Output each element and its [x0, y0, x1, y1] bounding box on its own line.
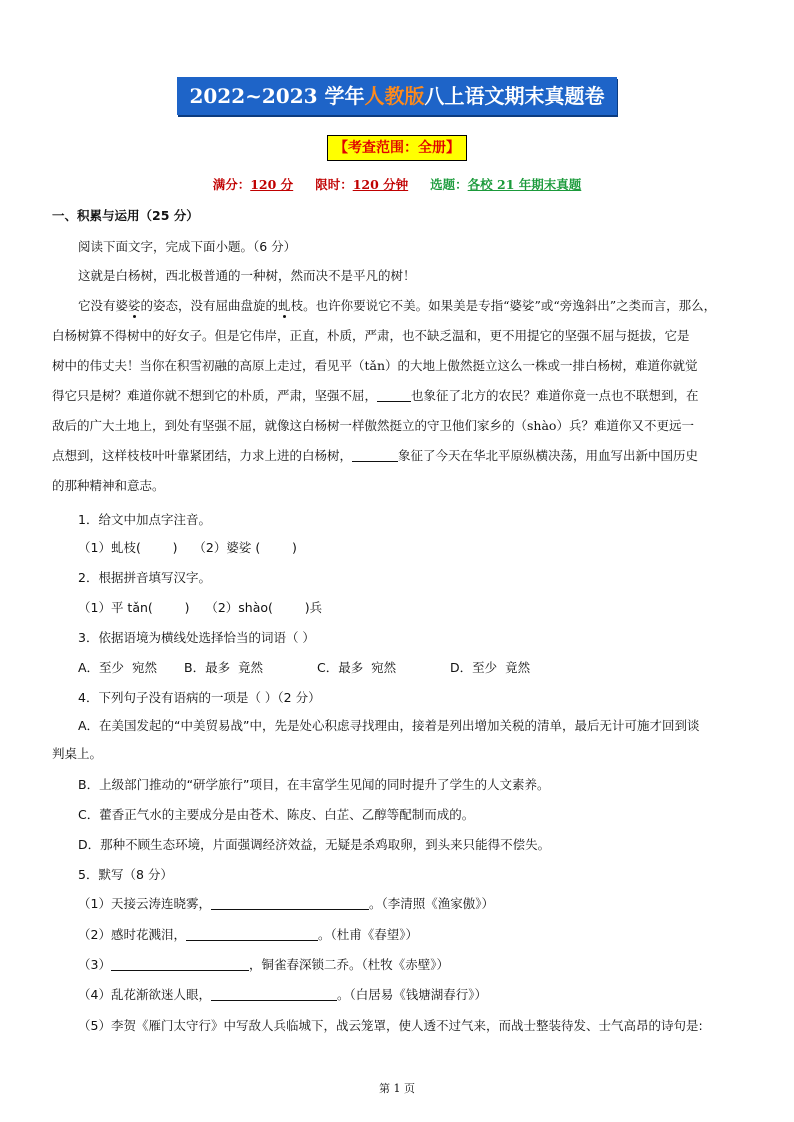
recite-item-2: [78, 925, 418, 943]
text-span: 的姿态，没有屈曲盘旋的: [140, 298, 279, 313]
text-span: ，铜雀春深锁二乔。（杜牧《赤壁》）: [248, 957, 449, 972]
answer-blank[interactable]: [111, 956, 249, 971]
question-5: 5．默写（8 分）: [78, 867, 173, 882]
passage-line: 敌后的广大土地上，到处有坚强不屈，就像这白杨树一样傲然挺立的守卫他们家乡的（shào）兵？难道你又不更远一: [52, 418, 694, 433]
title-subject: 八上语文期末真题卷: [424, 84, 605, 108]
passage-line: 这就是白杨树，西北极普通的一种树，然而决不是平凡的树！: [78, 268, 416, 283]
passage-line: [52, 386, 699, 404]
answer-blank[interactable]: [186, 926, 318, 941]
text-span: 。（杜甫《春望》）: [317, 927, 418, 942]
text-span: （2）感时花溅泪，: [78, 927, 186, 942]
question-4: 4．下列句子没有语病的一项是（ ）（2 分）: [78, 690, 321, 705]
score-label: 满分：: [212, 177, 251, 192]
scope-area: [0, 135, 794, 161]
passage-line: [78, 296, 716, 314]
page-number: 第 1 页: [379, 1082, 415, 1095]
text-span: 也象征了北方的农民？难道你竟一点也不联想到，在: [411, 388, 699, 403]
reading-intro: 阅读下面文字，完成下面小题。（6 分）: [78, 239, 297, 254]
passage-line: 树中的伟丈夫！当你在积雪初融的高原上走过，看见平（tǎn）的大地上傲然挺立这么一株或一排白杨树，难道你就觉: [52, 358, 698, 373]
answer-blank[interactable]: [211, 986, 337, 1001]
question-2: 2．根据拼音填写汉字。: [78, 570, 211, 585]
text-span: 。（李清照《渔家傲》）: [368, 896, 494, 911]
question-1: 1．给文中加点字注音。: [78, 512, 211, 527]
question-2-items[interactable]: （1）平 tǎn( ) （2）shào( )兵: [78, 600, 323, 615]
title-area: [0, 77, 794, 115]
recite-item-5: （5）李贺《雁门太守行》中写敌人兵临城下，战云笼罩，使人透不过气来，而战士整装待发、士气高昂的诗句是:: [78, 1018, 703, 1033]
option-b[interactable]: B．最多 竟然: [184, 660, 264, 675]
passage-line: [52, 446, 698, 464]
question-4-option-c[interactable]: C．藿香正气水的主要成分是由苍术、陈皮、白芷、乙醇等配制而成的。: [78, 807, 475, 822]
recite-item-4: [78, 985, 487, 1003]
source-value: 各校 21 年期末真题: [467, 177, 582, 192]
answer-blank[interactable]: [377, 387, 411, 402]
exam-title: [177, 77, 616, 115]
exam-meta: [0, 175, 794, 193]
text-span: 象征了今天在华北平原纵横决荡，用血写出新中国历史: [398, 448, 699, 463]
passage-line: 白杨树算不得树中的好女子。但是它伟岸，正直，朴质，严肃，也不缺乏温和，更不用提它的坚强不屈与挺拔，它是: [52, 328, 690, 343]
question-1-items[interactable]: （1）虬枝( ) （2）婆娑 ( ): [78, 540, 297, 555]
recite-item-1: [78, 894, 494, 912]
source-label: 选题：: [430, 177, 468, 192]
text-span: 它没有婆: [78, 298, 129, 313]
title-edition: 人教版: [364, 84, 425, 108]
score-value: 120 分: [250, 177, 294, 192]
dotted-char: 娑: [128, 298, 141, 313]
dotted-char: 虬: [278, 298, 291, 313]
text-span: （1）天接云涛连晓雾，: [78, 896, 211, 911]
text-span: 枝。也许你要说它不美。如果美是专指“婆娑”或“旁逸斜出”之类而言，那么，: [290, 298, 717, 313]
text-span: 点想到，这样枝枝叶叶靠紧团结，力求上进的白杨树，: [52, 448, 353, 463]
question-3: 3．依据语境为横线处选择恰当的词语（ ）: [78, 630, 315, 645]
answer-blank[interactable]: [352, 447, 398, 462]
question-4-option-b[interactable]: B．上级部门推动的“研学旅行”项目，在丰富学生见闻的同时提升了学生的人文素养。: [78, 777, 550, 792]
text-span: （3）: [78, 957, 111, 972]
answer-blank[interactable]: [211, 895, 369, 910]
title-year: 2022~2023 学年: [189, 84, 365, 108]
option-c[interactable]: C．最多 宛然: [317, 660, 397, 675]
recite-item-3: [78, 955, 449, 973]
time-value: 120 分钟: [352, 177, 409, 192]
section-heading: 一、积累与运用（25 分）: [52, 208, 199, 223]
option-d[interactable]: D．至少 竟然: [450, 660, 531, 675]
option-a[interactable]: A．至少 宛然: [78, 660, 157, 675]
question-4-option-d[interactable]: D．那种不顾生态环境，片面强调经济效益，无疑是杀鸡取卵，到头来只能得不偿失。: [78, 837, 551, 852]
question-4-option-a-cont: 判桌上。: [52, 746, 103, 761]
passage-line: 的那种精神和意志。: [52, 478, 165, 493]
question-3-options: [78, 658, 530, 676]
text-span: 得它只是树？难道你就不想到它的朴质，严肃，坚强不屈，: [52, 388, 378, 403]
time-label: 限时：: [315, 177, 353, 192]
text-span: 。（白居易《钱塘湖春行》）: [336, 987, 487, 1002]
scope-badge: 【考查范围：全册】: [327, 135, 467, 161]
text-span: （4）乱花渐欲迷人眼，: [78, 987, 211, 1002]
question-4-option-a[interactable]: A．在美国发起的“中美贸易战”中，先是处心积虑寻找理由，接着是列出增加关税的清单，最后无计可施才回到谈: [78, 718, 700, 733]
